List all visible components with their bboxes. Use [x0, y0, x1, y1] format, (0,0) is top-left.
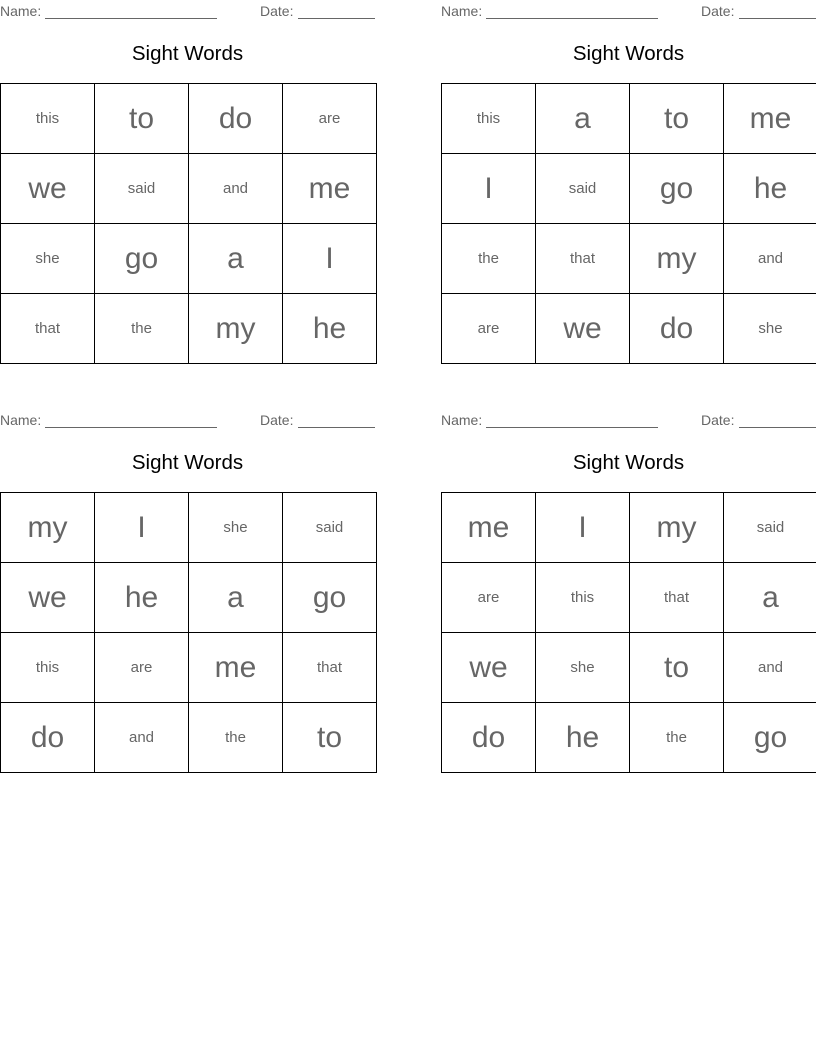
word-cell: to: [95, 84, 189, 154]
word-cell: a: [189, 563, 283, 633]
grid-row: [1, 84, 377, 154]
word-cell: we: [1, 563, 95, 633]
word-cell: and: [189, 154, 283, 224]
grid-row: [442, 154, 816, 224]
word-grid: [0, 83, 377, 364]
word-cell: said: [283, 493, 377, 563]
word-cell: me: [189, 633, 283, 703]
word-cell: she: [536, 633, 630, 703]
grid-row: [442, 224, 816, 294]
sight-words-card: [0, 409, 375, 773]
name-blank-line: [45, 18, 217, 19]
word-cell: this: [1, 633, 95, 703]
word-cell: a: [189, 224, 283, 294]
word-cell: that: [536, 224, 630, 294]
card-title: Sight Words: [572, 451, 685, 474]
word-grid: [441, 83, 816, 364]
grid-row: [442, 294, 816, 364]
word-cell: and: [95, 703, 189, 773]
word-cell: said: [536, 154, 630, 224]
grid-row: [1, 563, 377, 633]
word-cell: the: [442, 224, 536, 294]
date-blank-line: [298, 427, 375, 428]
word-cell: I: [536, 493, 630, 563]
word-cell: go: [630, 154, 724, 224]
word-cell: this: [442, 84, 536, 154]
name-date-header: [0, 3, 375, 19]
name-label: Name:: [0, 3, 42, 19]
name-date-header: [441, 3, 816, 19]
name-blank-line: [45, 427, 217, 428]
word-cell: the: [630, 703, 724, 773]
word-cell: my: [630, 224, 724, 294]
word-cell: he: [283, 294, 377, 364]
sight-words-card: [441, 0, 816, 364]
grid-row: [1, 154, 377, 224]
grid-row: [442, 703, 816, 773]
word-cell: said: [724, 493, 816, 563]
date-label: Date:: [701, 3, 735, 19]
word-cell: do: [1, 703, 95, 773]
word-cell: I: [95, 493, 189, 563]
date-label: Date:: [260, 3, 294, 19]
word-cell: a: [724, 563, 816, 633]
name-blank-line: [486, 18, 658, 19]
word-cell: and: [724, 224, 816, 294]
word-cell: she: [724, 294, 816, 364]
word-cell: to: [630, 84, 724, 154]
word-cell: are: [442, 563, 536, 633]
word-cell: me: [724, 84, 816, 154]
word-cell: this: [1, 84, 95, 154]
word-cell: me: [283, 154, 377, 224]
word-cell: and: [724, 633, 816, 703]
word-cell: said: [95, 154, 189, 224]
name-label: Name:: [441, 3, 483, 19]
sight-words-card: [0, 0, 375, 364]
word-cell: me: [442, 493, 536, 563]
word-cell: this: [536, 563, 630, 633]
card-title: Sight Words: [131, 42, 244, 65]
word-cell: my: [1, 493, 95, 563]
date-label: Date:: [260, 412, 294, 428]
grid-row: [442, 493, 816, 563]
word-cell: do: [189, 84, 283, 154]
word-cell: to: [283, 703, 377, 773]
grid-row: [442, 563, 816, 633]
word-cell: she: [189, 493, 283, 563]
grid-row: [1, 493, 377, 563]
date-blank-line: [739, 427, 816, 428]
grid-row: [442, 84, 816, 154]
name-label: Name:: [0, 412, 42, 428]
word-cell: that: [1, 294, 95, 364]
date-label: Date:: [701, 412, 735, 428]
grid-row: [442, 633, 816, 703]
sight-words-card: [441, 409, 816, 773]
word-grid: [441, 492, 816, 773]
word-cell: he: [95, 563, 189, 633]
grid-row: [1, 633, 377, 703]
word-cell: the: [189, 703, 283, 773]
date-blank-line: [739, 18, 816, 19]
grid-row: [1, 294, 377, 364]
word-cell: are: [283, 84, 377, 154]
word-cell: I: [283, 224, 377, 294]
word-cell: go: [724, 703, 816, 773]
word-cell: my: [189, 294, 283, 364]
word-cell: the: [95, 294, 189, 364]
word-cell: to: [630, 633, 724, 703]
word-cell: do: [630, 294, 724, 364]
card-title: Sight Words: [572, 42, 685, 65]
word-cell: we: [1, 154, 95, 224]
word-cell: that: [283, 633, 377, 703]
word-cell: go: [95, 224, 189, 294]
word-cell: I: [442, 154, 536, 224]
word-cell: she: [1, 224, 95, 294]
name-blank-line: [486, 427, 658, 428]
word-cell: a: [536, 84, 630, 154]
grid-row: [1, 703, 377, 773]
name-date-header: [441, 412, 816, 428]
word-cell: that: [630, 563, 724, 633]
word-cell: we: [536, 294, 630, 364]
word-grid: [0, 492, 377, 773]
card-title: Sight Words: [131, 451, 244, 474]
grid-row: [1, 224, 377, 294]
date-blank-line: [298, 18, 375, 19]
word-cell: are: [442, 294, 536, 364]
name-label: Name:: [441, 412, 483, 428]
word-cell: are: [95, 633, 189, 703]
word-cell: we: [442, 633, 536, 703]
word-cell: he: [724, 154, 816, 224]
word-cell: go: [283, 563, 377, 633]
word-cell: he: [536, 703, 630, 773]
word-cell: do: [442, 703, 536, 773]
word-cell: my: [630, 493, 724, 563]
name-date-header: [0, 412, 375, 428]
